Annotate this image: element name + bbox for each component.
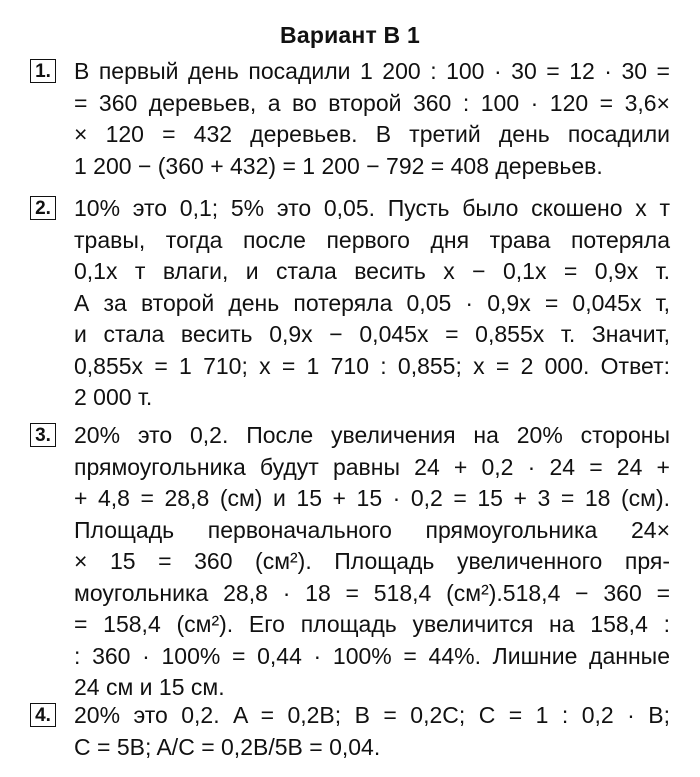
text-line: 24 см и 15 см. [74, 674, 225, 700]
text-line: травы, тогда после первого дня трава потеряла [74, 226, 670, 253]
page-title: Вариант В 1 [280, 22, 420, 48]
text-line: 10% это 0,1; 5% это 0,05. Пусть было скошено x т [74, 195, 670, 221]
problem-text [74, 193, 670, 414]
text-line: А за второй день потеряла 0,05 · 0,9x = 0,045x т, [74, 289, 670, 316]
text-line: прямоугольника будут равны 24 + 0,2 · 24 = 24 + [74, 453, 670, 480]
text-line: : 360 · 100% = 0,44 · 100% = 44%. Лишние данные [74, 642, 670, 669]
text-line: 0,855x = 1 710; x = 1 710 : 0,855; x = 2 000. Ответ: [74, 352, 670, 379]
text-line: = 360 деревьев, а во второй 360 : 100 · 120 = 3,6× [74, 89, 670, 116]
text-line: В первый день посадили 1 200 : 100 · 30 = 12 · 30 = [74, 58, 670, 84]
text-line: 20% это 0,2. A = 0,2B; B = 0,2C; C = 1 : 0,2 · B; [74, 702, 670, 728]
text-line: × 15 = 360 (см²). Площадь увеличенного пря- [74, 548, 670, 574]
text-line: Площадь первоначального прямоугольника 24× [74, 516, 670, 543]
problem-number-box: 3. [30, 423, 56, 447]
text-line: = 158,4 (см²). Его площадь увеличится на 158,4 : [74, 611, 670, 637]
text-line: 20% это 0,2. После увеличения на 20% стороны [74, 422, 670, 448]
text-line: C = 5B; A/C = 0,2B/5B = 0,04. [74, 733, 381, 760]
problem-number-box: 4. [30, 703, 56, 727]
problem-text [74, 420, 670, 704]
text-line: × 120 = 432 деревьев. В третий день посадили [74, 121, 670, 147]
text-line: + 4,8 = 28,8 (см) и 15 + 15 · 0,2 = 15 + 3 = 18 (см). [74, 485, 670, 511]
text-line: и стала весить 0,9x − 0,045x = 0,855x т. Значит, [74, 321, 670, 347]
problem-text [74, 700, 670, 763]
text-line: моугольника 28,8 · 18 = 518,4 (см²).518,4 − 360 = [74, 579, 670, 606]
problem-number-box: 2. [30, 196, 56, 220]
text-line: 0,1x т влаги, и стала весить x − 0,1x = 0,9x т. [74, 258, 670, 284]
text-line: 2 000 т. [74, 384, 153, 410]
problem-text [74, 56, 670, 182]
problem-number-box: 1. [30, 59, 56, 83]
text-line: 1 200 − (360 + 432) = 1 200 − 792 = 408 деревьев. [74, 152, 603, 179]
